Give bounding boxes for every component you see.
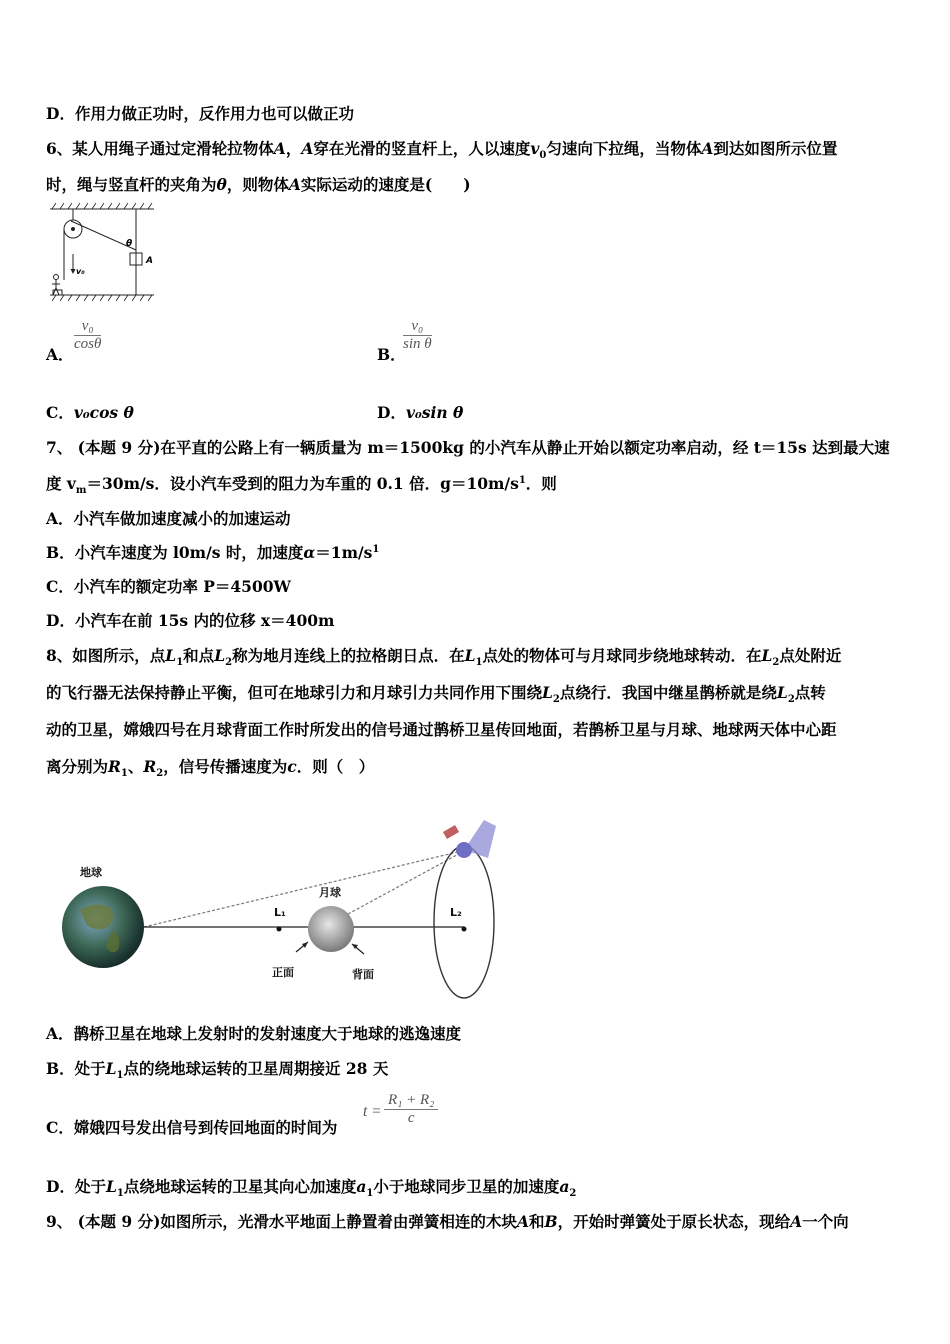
fig-theta-label: θ xyxy=(126,239,133,249)
q6-option-a-label: A． xyxy=(46,345,74,364)
q6-option-b-label: B． xyxy=(377,345,406,364)
q5-option-d: D．作用力做正功时，反作用力也可以做正功 xyxy=(46,104,354,123)
q8-option-c-t: t = xyxy=(363,1103,382,1120)
q7-option-b: B．小汽车速度为 l0m/s 时，加速度$\alpha=1m/s^1$ xyxy=(46,543,380,562)
q7-stem-line1: 7、 (本题 9 分)在平直的公路上有一辆质量为 m＝1500kg 的小汽车从静止开始以额定功率启动，经 t＝15s 达到最大速 xyxy=(46,438,890,457)
q8-stem-line4: 离分别为$R_1$、$R_2$，信号传播速度为c．则（ ） xyxy=(46,757,375,780)
fig-v0-label: v₀ xyxy=(76,267,85,276)
q7-option-d: D．小汽车在前 15s 内的位移 x＝400m xyxy=(46,611,335,630)
q8-option-b: B．处于$L_1$点的绕地球运转的卫星周期接近 28 天 xyxy=(46,1059,389,1082)
fig-front-label: 正面 xyxy=(272,966,294,979)
fig-a-label: A xyxy=(146,256,153,266)
q8-option-d: D．处于$L_1$点绕地球运转的卫星其向心加速度$a_1$小于地球同步卫星的加速度$a_2$ xyxy=(46,1177,577,1200)
q6-option-b-fraction: $\frac{\text{v₀}}{\text{sin θ}}$ xyxy=(403,318,432,352)
fig-back-label: 背面 xyxy=(352,968,374,981)
q8-stem-line1: 8、如图所示，点$L_1$和点$L_2$称为地月连线上的拉格朗日点．在$L_1$点处的物体可与月球同步绕地球转动．在$L_2$点处附近 xyxy=(46,646,842,669)
lagrange-diagram xyxy=(46,812,506,1002)
q8-stem-line2: 的飞行器无法保持静止平衡，但可在地球引力和月球引力共同作用下围绕$L_2$点绕行．我国中继星鹊桥就是绕$L_2$点转 xyxy=(46,683,826,706)
fig-earth-label: 地球 xyxy=(80,866,102,879)
q8-option-c-fraction: $\frac{\text{R₁ + R₂}}{c}$ xyxy=(384,1092,438,1127)
q8-option-a: A．鹊桥卫星在地球上发射时的发射速度大于地球的逃逸速度 xyxy=(46,1024,462,1043)
fig-moon-label: 月球 xyxy=(319,886,341,899)
q6-option-d: D．v₀sin θ xyxy=(377,403,464,422)
q6-stem-line1: 6、某人用绳子通过定滑轮拉物体A，A穿在光滑的竖直杆上，人以速度$v_0$匀速向下拉绳，当物体A到达如图所示位置 xyxy=(46,139,838,162)
q9-stem-line1: 9、 (本题 9 分)如图所示，光滑水平地面上静置着由弹簧相连的木块A和B，开始时弹簧处于原长状态，现给A一个向 xyxy=(46,1212,849,1231)
q7-option-a: A．小汽车做加速度减小的加速运动 xyxy=(46,509,291,528)
q6-option-a-fraction: $\frac{\text{v₀}}{\cos\theta}$ xyxy=(74,318,102,352)
q7-stem-line2: 度 $v_m=30m/s$．设小汽车受到的阻力为车重的 0.1 倍．$g=10m/s^1$．则 xyxy=(46,474,557,497)
q6-stem-line2: 时，绳与竖直杆的夹角为θ，则物体A实际运动的速度是( ) xyxy=(46,175,471,194)
fig-l2-label: L₂ xyxy=(450,906,462,919)
q7-option-c: C．小汽车的额定功率 P＝4500W xyxy=(46,577,291,596)
q8-option-c: C．嫦娥四号发出信号到传回地面的时间为 xyxy=(46,1118,338,1137)
q6-option-c: C．v₀cos θ xyxy=(46,403,134,422)
pulley-diagram xyxy=(46,202,158,306)
fig-l1-label: L₁ xyxy=(274,906,286,919)
q8-stem-line3: 动的卫星，嫦娥四号在月球背面工作时所发出的信号通过鹊桥卫星传回地面，若鹊桥卫星与月球、地球两天体中心距 xyxy=(46,720,837,739)
